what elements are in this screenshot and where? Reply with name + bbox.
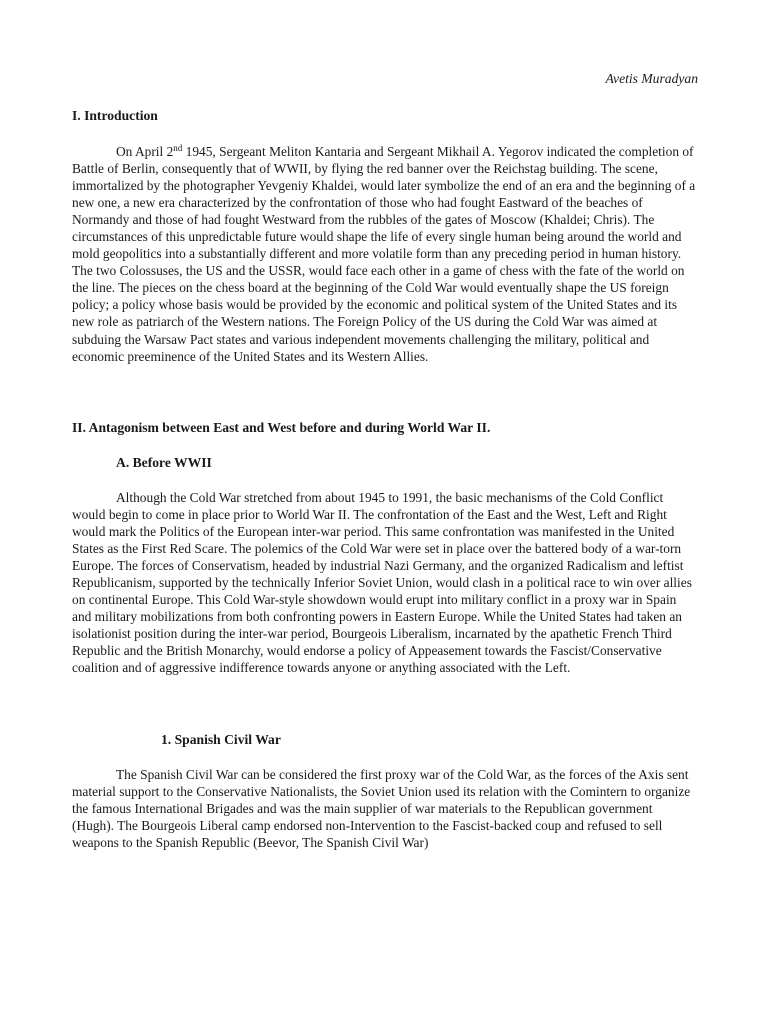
spanish-civil-war-paragraph: The Spanish Civil War can be considered the first proxy war of the Cold War, as the forces of the Axis sent material support to the Conservative Nationalists, the Soviet Union used its relation with the Comintern to organize the famous International Brigades and was the main supplier of war materials to the Republican government (Hugh). The Bourgeois Liberal camp endorsed non-Intervention to the Fascist-backed coup and refused to sell weapons to the Spanish Republic (Beevor, The Spanish Civil War) xyxy=(72,767,691,851)
section-introduction-heading: I. Introduction xyxy=(72,108,158,123)
section-antagonism-heading: II. Antagonism between East and West before and during World War II. xyxy=(72,420,491,435)
before-wwii-paragraph: Although the Cold War stretched from about 1945 to 1991, the basic mechanisms of the Cold Conflict would begin to come in place prior to World War II. The confrontation of the East and the West, Left and Right would mark the Politics of the European inter-war period. This same confrontation was manifested in the United States as the First Red Scare. The polemics of the Cold War were set in place over the battered body of a war-torn Europe. The forces of Conservatism, headed by industrial Nazi Germany, and the organized Radicalism and leftist Republicanism, supported by the technically Inferior Soviet Union, would clash in a political race to win over allies on continental Europe. This Cold War-style showdown would erupt into military conflict in a proxy war in Spain and military mobilizations from both confronting powers in Eastern Europe. While the United States had taken an isolationist position during the inter-war period, Bourgeois Liberalism, incarnated by the apathetic French Third Republic and the British Monarchy, would endorse a policy of Appeasement towards the Fascist/Conservative coalition and of aggressive indifference towards anyone or anything associated with the Left. xyxy=(72,490,692,676)
author-name: Avetis Muradyan xyxy=(605,71,698,86)
subsection-before-wwii-heading: A. Before WWII xyxy=(116,455,212,470)
subsection-spanish-civil-war-heading: 1. Spanish Civil War xyxy=(161,732,281,747)
intro-text-rest: 1945, Sergeant Meliton Kantaria and Sergeant Mikhail A. Yegorov indicated the completion of Battle of Berlin, consequently that of WWII, by flying the red banner over the Reichstag building. The scene, immortalized by the photographer Yevgeniy Khaldei, would later symbolize the end of an era and the beginning of a new one, a new era characterized by the confrontation of those who had fought Eastward of the beaches of Normandy and those of had fought Westward from the rubbles of the gates of Moscow (Khaldei; Chris). The circumstances of this unpredictable future would shape the life of every single human being around the world and mold geopolitics into a substantially different and more volatile form than any preceding period in human history. The two Colossuses, the US and the USSR, would face each other in a game of chess with the fate of the world on the line. The pieces on the chess board at the beginning of the Cold War would eventually shape the US foreign policy; a policy whose basis would be provided by the economic and political system of the United States and its new role as patriarch of the Western nations. The Foreign Policy of the US during the Cold War was aimed at subduing the Warsaw Pact states and various independent movements challenging the military, political and economic preeminence of the United States and its Western Allies. xyxy=(72,144,696,364)
intro-text-start: On April 2 xyxy=(116,144,174,159)
intro-superscript: nd xyxy=(173,143,183,153)
introduction-paragraph xyxy=(72,143,696,365)
